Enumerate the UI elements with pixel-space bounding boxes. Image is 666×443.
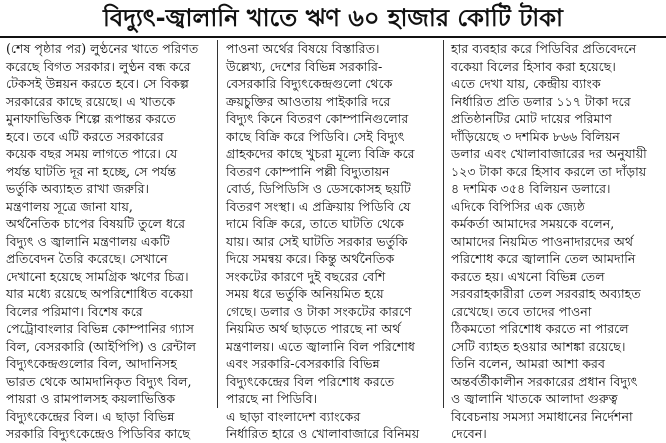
text-line: সংকটের কারণে দুই বছরের বেশি (226, 268, 386, 284)
text-line: পাওনা অর্থের বিষয়ে বিস্তারিত। (226, 41, 380, 56)
text-line: টেকসই উন্নয়ন করতে হবে। সে বিকল্প (6, 76, 189, 91)
column-3 (451, 40, 661, 441)
text-line: হার ব্যবহার করে পিডিবির প্রতিবেদনে (451, 41, 637, 56)
text-line: পায়রা ও রামপালসহ কয়লাভিত্তিক (6, 391, 176, 406)
text-line: ও জ্বালানি খাতকে আলাদা গুরুত্ব (451, 391, 618, 406)
text-line: ৪ দশমিক ৩৫৪ বিলিয়ন ডলারে। (451, 181, 611, 196)
text-line: অর্থনৈতিক চাপের বিষয়টি তুলে ধরে (6, 216, 186, 231)
text-line: পরিশোধ করে জ্বালানি তেল আমদানি (451, 251, 636, 266)
text-line: প্রতিবেদন তৈরি করেছে। সেখানে (6, 251, 168, 266)
text-line: বিলের পরিমাণ। বিশেষ করে (6, 303, 143, 319)
text-line: বিবেচনায় সমস্যা সমাধানের নির্দেশনা (451, 408, 633, 424)
text-line: প্রতিষ্ঠানটির মোট দায়ের পরিমাণ (451, 111, 612, 126)
text-line: বিদ্যুৎ কিনে বিতরণ কোম্পানিগুলোর (226, 111, 409, 126)
text-line: দামে বিক্রি করে, তাতে ঘাটতি থেকে (226, 216, 404, 231)
text-line: বিতরণ সংস্থা। এ প্রক্রিয়ায় পিডিবি যে (226, 198, 411, 214)
text-line: উল্লেখ্য, দেশের বিভিন্ন সরকারি- (226, 58, 383, 74)
text-line: ভর্তুকি অব্যাহত রাখা জরুরি। (6, 181, 150, 196)
text-line: বোর্ড, ডিপিডিসি ও ডেসকোসহ ছয়টি (226, 181, 411, 196)
text-line: গেছে। ডলার ও টাকা সংকটের কারণে (226, 303, 412, 319)
text-line: গ্রাহকদের কাছে খুচরা মূল্যে বিক্রি করে (226, 146, 415, 161)
text-line: যার মধ্যে রয়েছে অপরিশোধিত বকেয়া (6, 286, 193, 301)
text-line: এ ছাড়া বাংলাদেশ ব্যাংকের (226, 408, 361, 424)
text-line: সরকারি বিদ্যুৎকেন্দ্রেও পিডিবির কাছে (6, 426, 190, 441)
text-line: কয়েক বছর সময় লাগতে পারে। যে (6, 146, 178, 161)
text-line: সরকারের কাছে রয়েছে। এ খাতকে (6, 93, 176, 109)
text-line: বিদ্যুৎকেন্দ্রের বিল পরিশোধ করতে (226, 373, 395, 389)
text-line: এবং সরকারি-বেসরকারি বিভিন্ন (226, 356, 380, 371)
text-line: বিতরণ কোম্পানি পল্লী বিদ্যুতায়ন (226, 163, 390, 179)
text-line: মন্ত্রণালয় সূত্রে জানা যায়, (6, 198, 133, 214)
text-line: নির্ধারিত প্রতি ডলার ১১৭ টাকা দরে (451, 93, 631, 109)
text-line: কাছে বিক্রি করে পিডিবি। সেই বিদ্যুৎ (226, 128, 405, 144)
text-line: বিদ্যুৎ ও জ্বালানি মন্ত্রণালয় একটি (6, 233, 170, 249)
text-line: করেছে বিগত সরকার। লুণ্ঠন বন্ধ করে (6, 58, 191, 74)
text-line: (শেষ পৃষ্ঠার পর) লুণ্ঠনের খাতে পরিণত (6, 41, 199, 56)
column-2 (226, 40, 437, 441)
text-line: পর্যন্ত ঘাটতি দূর না হচ্ছে, সে পর্যন্ত (6, 163, 177, 179)
text-line: ১২৩ টাকা করে হিসাব করলে তা দাঁড়ায় (451, 163, 647, 179)
text-line: ভারত থেকে আমদানিকৃত বিদ্যুৎ বিল, (6, 373, 192, 389)
headline-rule (0, 36, 666, 38)
column-1 (6, 40, 211, 441)
text-line: ডলার এবং খোলাবাজারের দর অনুযায়ী (451, 146, 647, 161)
text-line: এতে দেখা যায়, কেন্দ্রীয় ব্যাংক (451, 76, 601, 91)
text-line: বিল, বেসরকারি (আইপিপি) ও রেন্টাল (6, 338, 196, 354)
text-line: দেখানো হয়েছে সামগ্রিক ঋণের চিত্র। (6, 268, 189, 284)
text-line: পারছে না পিডিবি। (226, 391, 318, 406)
text-line: সেটি ব্যাহত হওয়ার আশঙ্কা রয়েছে। (451, 338, 626, 354)
text-line: বকেয়া বিলের হিসাব করা হয়েছে। (451, 58, 616, 74)
column-divider (217, 40, 218, 408)
text-line: করতে হয়। এখনো বিভিন্ন তেল (451, 268, 605, 284)
text-line: পেট্রোবাংলার বিভিন্ন কোম্পানির গ্যাস (6, 321, 194, 336)
text-line: রেখেছে। তবে তাদের পাওনা (451, 303, 592, 319)
text-line: হবে। তবে এটি করতে সরকারের (6, 128, 164, 144)
column-divider (443, 40, 444, 408)
text-line: মন্ত্রণালয়। এতে জ্বালানি বিল পরিশোধ (226, 338, 415, 354)
text-line: কর্মকর্তা আমাদের সময়কে বলেন, (451, 216, 615, 231)
text-line: মুনাফাভিত্তিক শিল্পে রূপান্তর করতে (6, 111, 176, 126)
text-line: সরবরাহকারীরা তেল সরবরাহ অব্যাহত (451, 286, 641, 301)
text-line: বিদ্যুৎকেন্দ্রগুলোর বিল, আদানিসহ (6, 356, 177, 371)
text-line: দাঁড়িয়েছে ৩ দশমিক ৮৬৬ বিলিয়ন (451, 128, 620, 144)
text-line: ঠিকমতো পরিশোধ করতে না পারলে (451, 321, 629, 336)
text-line: তিনি বলেন, আমরা আশা করব (451, 356, 605, 371)
text-line: এদিকে বিপিসির এক জ্যেষ্ঠ (451, 198, 585, 214)
headline: বিদ্যুৎ-জ্বালানি খাতে ঋণ ৬০ হাজার কোটি টাকা (103, 4, 563, 32)
text-line: বেসরকারি বিদ্যুৎকেন্দ্রগুলো থেকে (226, 76, 393, 91)
text-line: বিদ্যুৎকেন্দ্রের বিল। এ ছাড়া বিভিন্ন (6, 408, 175, 424)
text-line: যায়। আর সেই ঘাটতি সরকার ভর্তুকি (226, 233, 408, 249)
text-line: সময় ধরে ভর্তুকি অনিয়মিত হয়ে (226, 286, 384, 301)
text-line: নির্ধারিত হারে ও খোলাবাজারে বিনিময় (226, 426, 420, 441)
text-line: অন্তর্বর্তীকালীন সরকারের প্রধান বিদ্যুৎ (451, 373, 638, 389)
text-line: নিয়মিত অর্থ ছাড়তে পারছে না অর্থ (226, 321, 401, 336)
text-line: দিয়ে সমন্বয় করে। কিন্তু অর্থনৈতিক (226, 251, 395, 266)
text-line: ক্রয়চুক্তির আওতায় পাইকারি দরে (226, 93, 391, 109)
text-line: দেবেন। (451, 426, 487, 441)
text-line: আমাদের নিয়মিত পাওনাদারদের অর্থ (451, 233, 634, 249)
